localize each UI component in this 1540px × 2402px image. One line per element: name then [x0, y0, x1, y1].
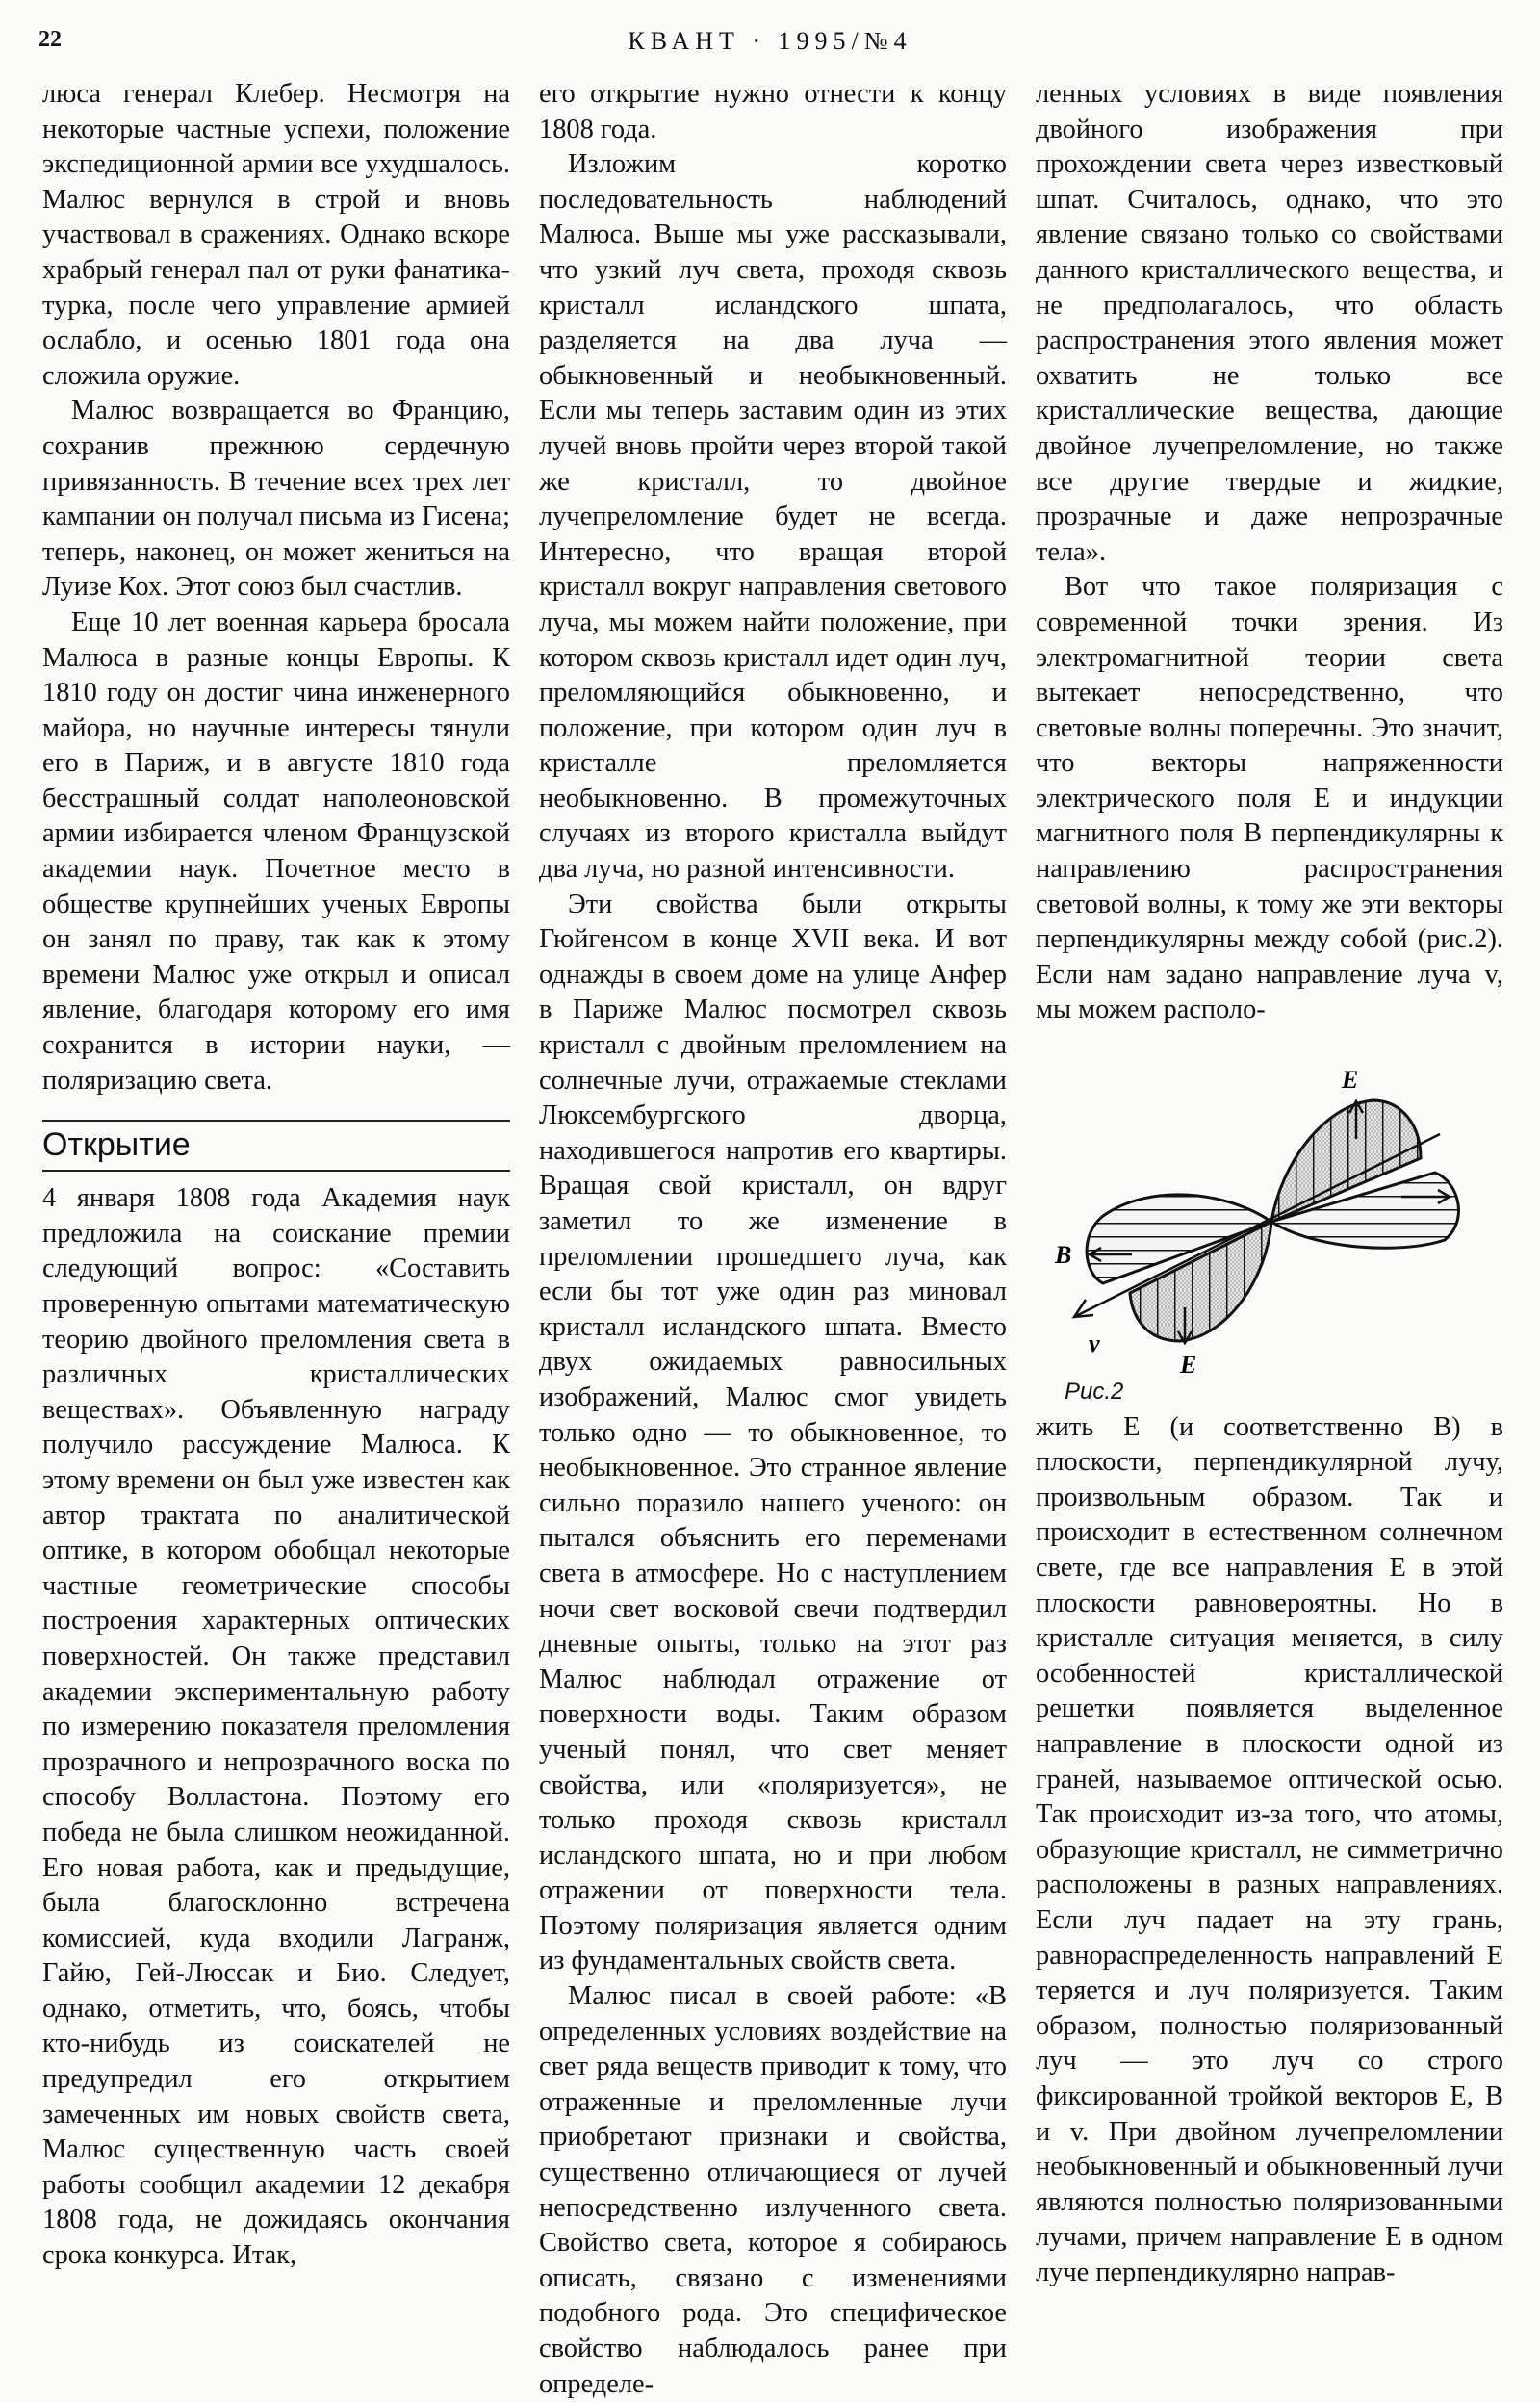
- paragraph: 4 января 1808 года Академия наук предложила на соискание премии следующий вопрос: «Составить проверенную опытами математическую теорию двойного преломления света в различных кристаллических веществах». Объявленную награду получило рассуждение Малюса. К этому времени он был уже известен как автор трактата по аналитической оптике, в котором обобщал некоторые частные геометрические способы построения характерных оптических поверхностей. Он также представил академии экспериментальную работу по измерению показателя преломления прозрачного и непрозрачного воска по способу Волластона. Поэтому его победа не была слишком неожиданной. Его новая работа, как и предыдущие, была благосклонно встречена комиссией, куда входили Лагранж, Гайю, Гей-Люссак и Био. Следует, однако, отметить, что, боясь, чтобы кто-нибудь из соискателей не предупредил его открытием замеченных им новых свойств света, Малюс существенную часть своей работы сообщил академии 12 декабря 1808 года, не дожидаясь окончания срока конкурса. Итак,: [42, 1183, 510, 2271]
- label-e-top: E: [1342, 1066, 1359, 1095]
- figure-polarization-wave: [1036, 1047, 1503, 1375]
- paragraph: Малюс возвращается во Францию, сохранив прежнюю сердечную привязанность. В течение всех трех лет кампании он получал письма из Гисена; теперь, наконец, он может жениться на Луизе Кох. Этот союз был счастлив.: [42, 396, 510, 603]
- paragraph: Вот что такое поляризация с современной точки зрения. Из электромагнитной теории света вытекает непосредственно, что световые волны поперечны. Это значит, что векторы напряженности электрического поля E и индукции магнитного поля B перпендикулярны к направлению распространения световой волны, к тому же эти векторы перпендикулярны между собой (рис.2). Если нам задано направление луча v, мы можем располо-: [1036, 572, 1503, 1025]
- paragraph: Эти свойства были открыты Гюйгенсом в конце XVII века. И вот однажды в своем доме на улице Анфер в Париже Малюс посмотрел сквозь кристалл с двойным преломлением на солнечные лучи, отражаемые стеклами Люксембургского дворца, находившегося напротив его квартиры. Вращая свой кристалл, он вдруг заметил то же изменение в преломлении прошедшего луча, как если бы тот уже один раз миновал кристалл исландского шпата. Вместо двух ожидаемых равносильных изображений, Малюс смог увидеть только одно — то обыкновенное, то необыкновенное. Это странное явление сильно поразило нашего ученого: он пытался объяснить его переменами света в атмосфере. Но с наступлением ночи свет восковой свечи подтвердил дневные опыты, только на этот раз Малюс наблюдал отражение от поверхности воды. Таким образом ученый понял, что свет меняет свойства, или «поляризуется», не только проходя сквозь кристалл исландского шпата, но и при любом отражении от поверхности тела. Поэтому поляризация является одним из фундаментальных свойств света.: [539, 889, 1007, 1976]
- section-heading: Открытие: [42, 1120, 510, 1172]
- page-header: [0, 27, 1540, 65]
- paragraph: люса генерал Клебер. Несмотря на некоторые частные успехи, положение экспедиционной армии все ухудшалось. Малюс вернулся в строй и вновь участвовал в сражениях. Однако вскоре храбрый генерал пал от руки фанатика-турка, после чего управление армией ослабло, и осенью 1801 года она сложила оружие.: [42, 79, 510, 391]
- paragraph: ленных условиях в виде появления двойного изображения при прохождении света через известковый шпат. Считалось, однако, что это явление связано только со свойствами данного кристаллического вещества, и не предполагалось, что область распространения этого явления может охватить не только все кристаллические вещества, дающие двойное лучепреломление, но также все другие твердые и жидкие, прозрачные и даже непрозрачные тела».: [1036, 79, 1503, 567]
- em-wave-diagram: [1036, 1047, 1503, 1375]
- label-b: B: [1055, 1241, 1072, 1270]
- column-1: [42, 77, 510, 2274]
- label-v: v: [1089, 1330, 1100, 1358]
- paragraph: Малюс писал в своей работе: «В определенных условиях воздействие на свет ряда веществ приводит к тому, что отраженные и преломленные лучи приобретают признаки и свойства, существенно отличающиеся от лучей непосредственно излученного света. Свойство света, которое я собираюсь описать, связано с изменениями подобного рода. Это специфическое свойство наблюдалось ранее при определе-: [539, 1981, 1007, 2399]
- label-e-bottom: E: [1180, 1351, 1197, 1376]
- page-number: 22: [38, 27, 62, 52]
- running-title: КВАНТ · 1995/№4: [628, 27, 912, 55]
- figure-caption: Рис.2: [1065, 1379, 1124, 1406]
- column-3: [1036, 77, 1503, 2290]
- column-2: [539, 77, 1007, 2402]
- paragraph: его открытие нужно отнести к концу 1808 года.: [539, 79, 1007, 144]
- paragraph: жить E (и соответственно B) в плоскости, перпендикулярной лучу, произвольным образом. Так и происходит в естественном солнечном свете, где все направления E в этой плоскости равновероятны. Но в кристалле ситуация меняется, в силу особенностей кристаллической решетки появляется выделенное направление в плоскости одной из граней, называемое оптической осью. Так происходит из-за того, что атомы, образующие кристалл, не симметрично расположены в разных направлениях. Если луч падает на эту грань, равнораспределенность направлений E теряется и луч поляризуется. Таким образом, полностью поляризованный луч — это луч со строго фиксированной тройкой векторов E, B и v. При двойном лучепреломлении необыкновенный и обыкновенный лучи являются полностью поляризованными лучами, причем направление E в одном луче перпендикулярно направ-: [1036, 1411, 1503, 2287]
- paragraph: Изложим коротко последовательность наблюдений Малюса. Выше мы уже рассказывали, что узкий луч света, проходя сквозь кристалл исландского шпата, разделяется на два луча — обыкновенный и необыкновенный. Если мы теперь заставим один из этих лучей вновь пройти через второй такой же кристалл, то двойное лучепреломление будет не всегда. Интересно, что вращая второй кристалл вокруг направления светового луча, мы можем найти положение, при котором сквозь кристалл идет один луч, преломляющийся обыкновенно, и положение, при котором один луч в кристалле преломляется необыкновенно. В промежуточных случаях из второго кристалла выйдут два луча, но разной интенсивности.: [539, 149, 1007, 885]
- paragraph: Еще 10 лет военная карьера бросала Малюса в разные концы Европы. К 1810 году он достиг чина инженерного майора, но научные интересы тянули его в Париж, и в августе 1810 года бесстрашный солдат наполеоновской армии избирается членом Французской академии наук. Почетное место в обществе крупнейших ученых Европы он занял по праву, так как к этому времени Малюс уже открыл и описал явление, благодаря которому его имя сохранится в истории науки, — поляризацию света.: [42, 607, 510, 1096]
